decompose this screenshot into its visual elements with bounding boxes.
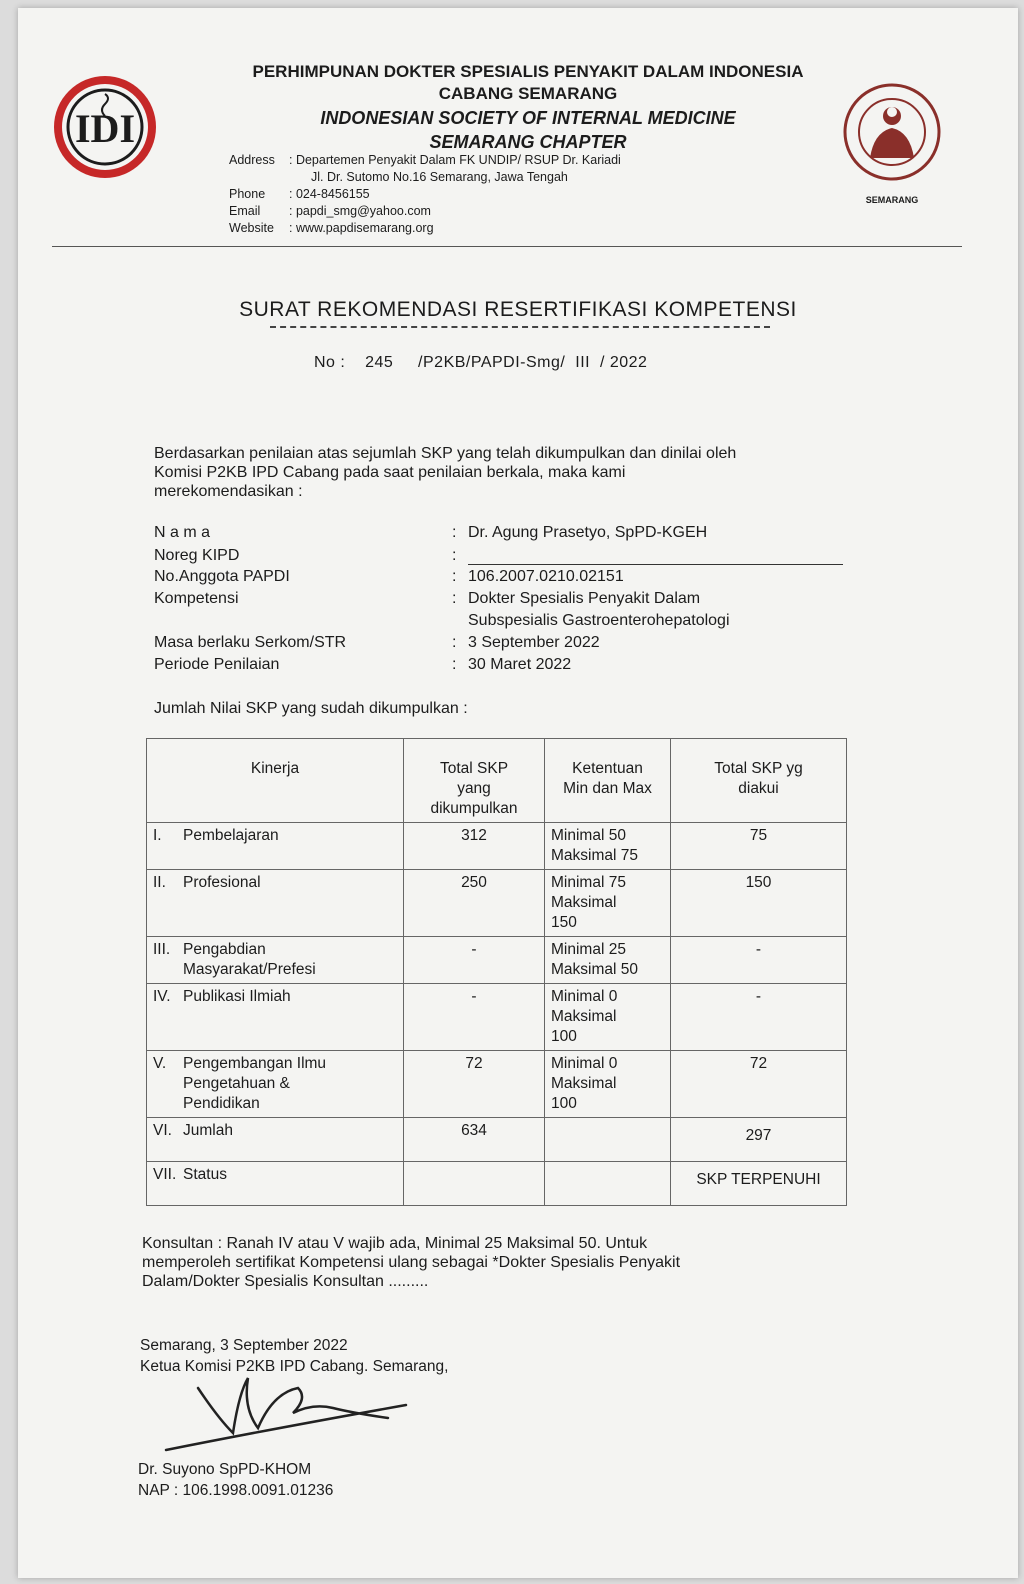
field-label: Masa berlaku Serkom/STR: [154, 634, 347, 651]
header-kinerja: Kinerja: [147, 739, 404, 823]
cell-total: 250: [404, 870, 545, 937]
phone-label: Phone: [229, 187, 266, 201]
cell-diakui: -: [671, 984, 847, 1051]
idi-logo-icon: [52, 74, 158, 180]
logo-text: IDI: [74, 106, 136, 151]
ketentuan-line: Minimal 0: [551, 1055, 618, 1072]
org-name-id: PERHIMPUNAN DOKTER SPESIALIS PENYAKIT DALAM INDONESIA: [252, 62, 804, 81]
ketentuan-line: 100: [551, 1095, 577, 1112]
address-line1: : Departemen Penyakit Dalam FK UNDIP/ RSUP Dr. Kariadi: [289, 153, 621, 167]
website-label: Website: [229, 221, 274, 235]
title-underline: [270, 326, 770, 328]
cell-diakui: 72: [671, 1051, 847, 1118]
cell-ketentuan: [545, 984, 671, 1051]
row-label: Pengabdian: [183, 941, 266, 958]
cell-ketentuan: [545, 1051, 671, 1118]
header-line: Ketentuan: [572, 760, 643, 777]
row-label: Publikasi Ilmiah: [183, 988, 291, 1005]
table-row: [147, 984, 847, 1051]
cell-kinerja: [147, 823, 404, 870]
field-value-blank: [468, 546, 843, 565]
table-row-status: [147, 1162, 847, 1206]
cell-total: 72: [404, 1051, 545, 1118]
colon: :: [452, 547, 457, 564]
header-total-skp: [404, 739, 545, 823]
colon: :: [452, 656, 457, 673]
intro-line: Berdasarkan penilaian atas sejumlah SKP yang telah dikumpulkan dan dinilai oleh: [154, 445, 737, 462]
field-value: 30 Maret 2022: [468, 656, 572, 673]
ketentuan-line: Minimal 0: [551, 988, 618, 1005]
field-value: 106.2007.0210.02151: [468, 568, 624, 585]
row-label: Pengembangan Ilmu: [183, 1055, 327, 1072]
document-number: No : 245 /P2KB/PAPDI-Smg/ III / 2022: [314, 354, 648, 371]
website-value: : www.papdisemarang.org: [289, 221, 434, 235]
document-page: [18, 8, 1018, 1578]
logo-caption: SEMARANG: [865, 195, 919, 205]
konsultan-note: [142, 1234, 842, 1291]
ketentuan-line: Minimal 50: [551, 827, 626, 844]
cell-diakui: 75: [671, 823, 847, 870]
signature-place-date: Semarang, 3 September 2022: [140, 1337, 348, 1354]
colon: :: [452, 568, 457, 585]
field-noreg-kipd: [154, 546, 843, 565]
cell-ketentuan: [545, 1162, 671, 1206]
cell-kinerja: [147, 1118, 404, 1162]
row-number: II.: [153, 874, 166, 891]
ketentuan-line: Minimal 75: [551, 874, 626, 891]
skp-table: [146, 738, 847, 1206]
table-row: [147, 1051, 847, 1118]
header-line: yang: [457, 780, 491, 797]
row-label: Pendidikan: [183, 1095, 260, 1112]
table-row: [147, 823, 847, 870]
note-line: Konsultan : Ranah IV atau V wajib ada, Minimal 25 Maksimal 50. Untuk: [142, 1235, 648, 1252]
field-value: Dokter Spesialis Penyakit Dalam: [468, 590, 701, 607]
address-label: Address: [229, 153, 275, 167]
note-line: memperoleh sertifikat Kompetensi ulang sebagai *Dokter Spesialis Penyakit: [142, 1254, 681, 1271]
header-skp-diakui: [671, 739, 847, 823]
document-title: SURAT REKOMENDASI RESERTIFIKASI KOMPETENSI: [239, 298, 797, 321]
row-label: Masyarakat/Prefesi: [183, 961, 316, 978]
org-name-en: INDONESIAN SOCIETY OF INTERNAL MEDICINE: [320, 108, 736, 128]
field-value: Dr. Agung Prasetyo, SpPD-KGEH: [468, 524, 708, 541]
cell-ketentuan: [545, 1118, 671, 1162]
field-masa-berlaku: [154, 634, 600, 652]
row-number: IV.: [153, 988, 171, 1005]
intro-paragraph: [154, 444, 914, 501]
signatory-nap: NAP : 106.1998.0091.01236: [138, 1482, 334, 1499]
cell-diakui: 150: [671, 870, 847, 937]
header-line: Total SKP yg: [714, 760, 803, 777]
skp-intro: Jumlah Nilai SKP yang sudah dikumpulkan :: [154, 700, 468, 717]
row-label: Pembelajaran: [183, 827, 279, 844]
colon: :: [452, 634, 457, 651]
cell-kinerja: [147, 1162, 404, 1206]
field-periode-penilaian: [154, 656, 571, 674]
header-line: dikumpulkan: [430, 800, 518, 817]
row-label: Pengetahuan &: [183, 1075, 290, 1092]
field-value: 3 September 2022: [468, 634, 600, 651]
handwritten-signature-icon: [158, 1368, 418, 1458]
field-label: Kompetensi: [154, 590, 239, 607]
cell-total: 312: [404, 823, 545, 870]
field-kompetensi-line2: Subspesialis Gastroenterohepatologi: [468, 612, 730, 629]
field-label: N a m a: [154, 524, 211, 541]
ketentuan-line: Maksimal: [551, 1075, 617, 1092]
note-line: Dalam/Dokter Spesialis Konsultan .........: [142, 1273, 429, 1290]
row-label: Profesional: [183, 874, 261, 891]
field-label: Periode Penilaian: [154, 656, 280, 673]
ketentuan-line: Maksimal: [551, 1008, 617, 1025]
row-label: Status: [183, 1166, 227, 1183]
cell-total: 634: [404, 1118, 545, 1162]
cell-ketentuan: [545, 823, 671, 870]
row-number: VII.: [153, 1166, 177, 1183]
field-label: Noreg KIPD: [154, 547, 240, 564]
row-number: V.: [153, 1055, 167, 1072]
row-number: I.: [153, 827, 162, 844]
address-line2: Jl. Dr. Sutomo No.16 Semarang, Jawa Tengah: [311, 170, 568, 184]
ketentuan-line: Minimal 25: [551, 941, 626, 958]
table-header-row: [147, 739, 847, 823]
ketentuan-line: Maksimal: [551, 894, 617, 911]
ketentuan-line: 100: [551, 1028, 577, 1045]
field-label: No.Anggota PAPDI: [154, 568, 290, 585]
row-number: VI.: [153, 1122, 172, 1139]
cell-total: -: [404, 984, 545, 1051]
ketentuan-line: Maksimal 75: [551, 847, 638, 864]
cell-diakui: 297: [671, 1118, 847, 1162]
field-kompetensi: [154, 590, 700, 608]
cell-ketentuan: [545, 937, 671, 984]
header-rule: [52, 246, 962, 247]
ketentuan-line: Maksimal 50: [551, 961, 638, 978]
intro-line: Komisi P2KB IPD Cabang pada saat penilaian berkala, maka kami: [154, 464, 626, 481]
phone-value: : 024-8456155: [289, 187, 370, 201]
branch-name-en: SEMARANG CHAPTER: [429, 132, 627, 152]
cell-kinerja: [147, 937, 404, 984]
table-row-jumlah: [147, 1118, 847, 1162]
signatory-name: Dr. Suyono SpPD-KHOM: [138, 1461, 312, 1478]
intro-line: merekomendasikan :: [154, 483, 303, 500]
cell-diakui: -: [671, 937, 847, 984]
contact-block: [229, 152, 621, 237]
row-number: III.: [153, 941, 171, 958]
header-line: diakui: [738, 780, 779, 797]
email-value: : papdi_smg@yahoo.com: [289, 204, 431, 218]
header-ketentuan: [545, 739, 671, 823]
row-label: Jumlah: [183, 1122, 233, 1139]
table-row: [147, 870, 847, 937]
field-nama: [154, 524, 707, 542]
cell-kinerja: [147, 984, 404, 1051]
cell-ketentuan: [545, 870, 671, 937]
ketentuan-line: 150: [551, 914, 577, 931]
colon: :: [452, 524, 457, 541]
papdi-semarang-logo-icon: [840, 82, 944, 208]
cell-status: SKP TERPENUHI: [671, 1162, 847, 1206]
cell-kinerja: [147, 870, 404, 937]
cell-total: [404, 1162, 545, 1206]
colon: :: [452, 590, 457, 607]
field-anggota-papdi: [154, 568, 624, 586]
cell-kinerja: [147, 1051, 404, 1118]
signature-role: Ketua Komisi P2KB IPD Cabang. Semarang,: [140, 1358, 449, 1375]
cell-total: -: [404, 937, 545, 984]
header-line: Total SKP: [439, 760, 509, 777]
branch-name-id: CABANG SEMARANG: [438, 84, 618, 103]
email-label: Email: [229, 204, 261, 218]
table-row: [147, 937, 847, 984]
header-line: Min dan Max: [563, 780, 652, 797]
